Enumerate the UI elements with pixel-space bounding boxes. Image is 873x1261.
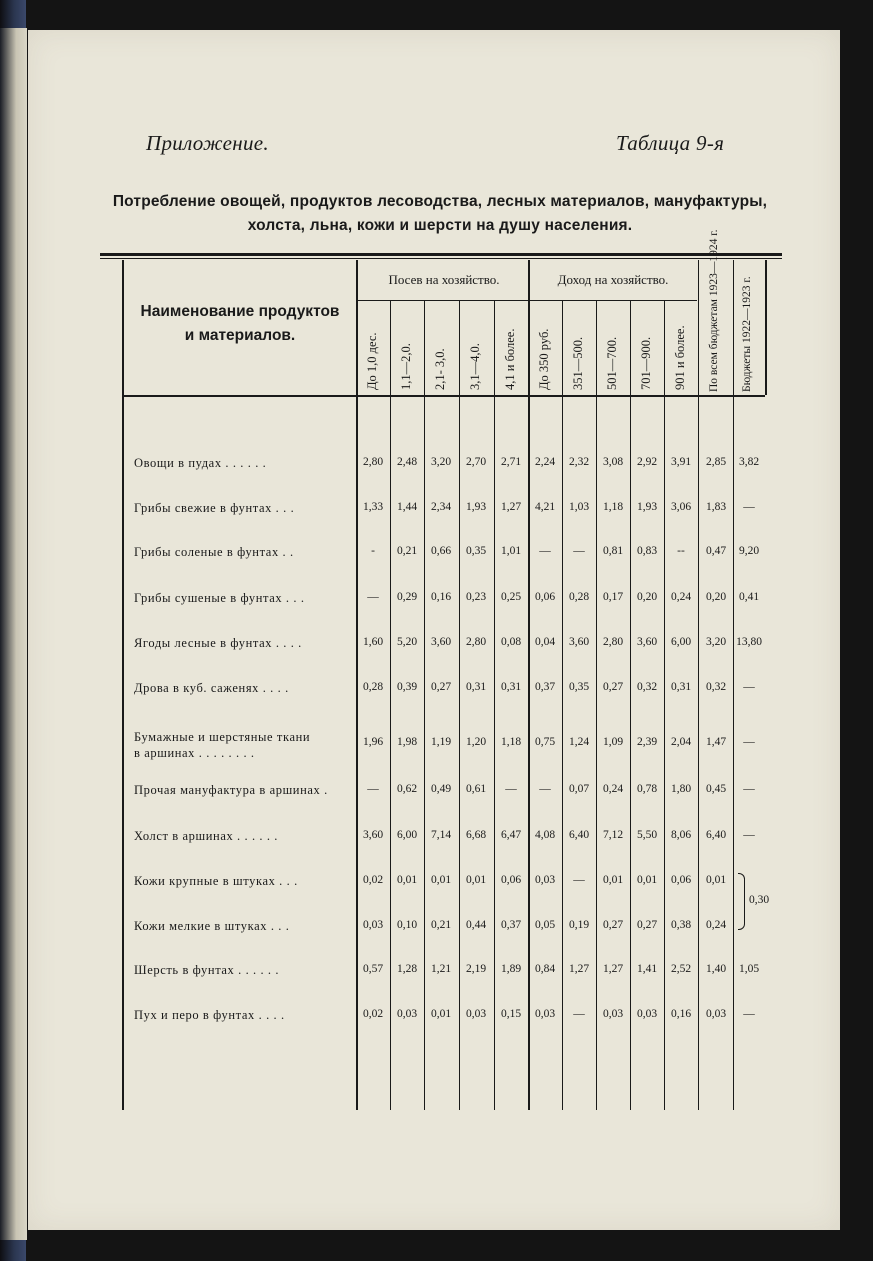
table-cell: 0,07	[568, 783, 590, 795]
top-rule-thin	[100, 258, 782, 259]
table-cell: 5,50	[636, 829, 658, 841]
table-cell: 0,25	[500, 591, 522, 603]
table-cell: 0,02	[362, 874, 384, 886]
table-cell: 0,03	[705, 1008, 727, 1020]
table-cell: 0,27	[602, 919, 624, 931]
row-label: Ягоды лесные в фунтах . . . .	[134, 636, 302, 650]
column-divider	[424, 300, 425, 1110]
row-label: Грибы сушеные в фунтах . . .	[134, 591, 305, 605]
table-cell: 0,81	[602, 545, 624, 557]
table-cell: 1,83	[705, 501, 727, 513]
table-cell: 0,27	[430, 681, 452, 693]
table-cell: 0,28	[568, 591, 590, 603]
row-label: Шерсть в фунтах . . . . . .	[134, 963, 280, 977]
header-bottom-rule	[122, 395, 765, 397]
row-label: Кожи мелкие в штуках . . .	[134, 919, 290, 933]
table-cell: 6,00	[670, 636, 692, 648]
row-label: Кожи крупные в штуках . . .	[134, 874, 298, 888]
table-cell: 2,48	[396, 456, 418, 468]
table-cell: 0,78	[636, 783, 658, 795]
table-cell: 0,03	[636, 1008, 658, 1020]
table-cell: 0,19	[568, 919, 590, 931]
table-cell: 0,16	[430, 591, 452, 603]
table-cell: 0,03	[534, 1008, 556, 1020]
table-cell: —	[743, 829, 755, 841]
table-cell: 0,24	[602, 783, 624, 795]
table-cell: 2,32	[568, 456, 590, 468]
table-cell: 2,39	[636, 736, 658, 748]
table-cell: 1,80	[670, 783, 692, 795]
names-header-line2: и материалов.	[184, 327, 296, 344]
table-cell: 1,33	[362, 501, 384, 513]
table-cell: 2,80	[602, 636, 624, 648]
table-cell: 0,35	[568, 681, 590, 693]
table-cell: 1,01	[500, 545, 522, 557]
table-cell: 2,80	[362, 456, 384, 468]
table-cell: 0,31	[465, 681, 487, 693]
names-column-header	[124, 300, 356, 348]
table-cell: 0,29	[396, 591, 418, 603]
table-cell: 0,62	[396, 783, 418, 795]
page-edge	[0, 28, 27, 1240]
table-title-line2: холста, льна, кожи и шерсти на душу населения.	[247, 217, 633, 234]
column-divider	[459, 300, 460, 1110]
group-header-sowing: Посев на хозяйство.	[388, 272, 500, 287]
table-cell: 1,21	[430, 963, 452, 975]
table-cell: 1,18	[602, 501, 624, 513]
table-cell: 0,28	[362, 681, 384, 693]
column-header: Бюджеты 1922—1923 г.	[741, 276, 753, 392]
table-cell: 0,66	[430, 545, 452, 557]
table-cell: 0,01	[396, 874, 418, 886]
table-cell: 0,10	[396, 919, 418, 931]
table-cell: 0,35	[465, 545, 487, 557]
table-cell: —	[505, 783, 517, 795]
table-cell: 0,57	[362, 963, 384, 975]
column-header: 351—500.	[571, 336, 585, 390]
table-cell: 0,08	[500, 636, 522, 648]
table-cell: 0,01	[430, 1008, 452, 1020]
table-cell: 0,16	[670, 1008, 692, 1020]
table-cell: 2,34	[430, 501, 452, 513]
column-header: 901 и более.	[673, 325, 687, 390]
column-header: 4,1 и более.	[503, 328, 517, 390]
table-cell: 1,60	[362, 636, 384, 648]
table-cell: 0,32	[636, 681, 658, 693]
row-label-line2: в аршинах . . . . . . . .	[134, 746, 255, 760]
row-label: Пух и перо в фунтах . . . .	[134, 1008, 285, 1022]
table-cell: 0,17	[602, 591, 624, 603]
table-cell: —	[743, 501, 755, 513]
table-cell: 0,01	[705, 874, 727, 886]
table-cell: 1,19	[430, 736, 452, 748]
table-cell: 0,31	[670, 681, 692, 693]
table-cell: 3,91	[670, 456, 692, 468]
table-cell: 1,24	[568, 736, 590, 748]
table-cell: 0,24	[705, 919, 727, 931]
table-cell: 0,49	[430, 783, 452, 795]
table-cell: 0,01	[636, 874, 658, 886]
table-cell: 1,40	[705, 963, 727, 975]
table-cell: 1,93	[465, 501, 487, 513]
table-cell: 3,08	[602, 456, 624, 468]
table-cell: 0,06	[534, 591, 556, 603]
table-cell: 0,84	[534, 963, 556, 975]
table-cell: 0,75	[534, 736, 556, 748]
table-cell: 0,01	[465, 874, 487, 886]
header-appendix: Приложение.	[146, 131, 269, 155]
table-cell: —	[367, 591, 379, 603]
row-label: Прочая мануфактура в аршинах .	[134, 783, 328, 797]
row-label: Грибы свежие в фунтах . . .	[134, 501, 295, 515]
column-divider	[765, 260, 767, 395]
table-cell: 0,24	[670, 591, 692, 603]
table-cell: 0,83	[636, 545, 658, 557]
table-cell: 0,05	[534, 919, 556, 931]
table-cell: 1,27	[500, 501, 522, 513]
table-cell: 1,98	[396, 736, 418, 748]
table-cell: 4,21	[534, 501, 556, 513]
table-cell: 8,06	[670, 829, 692, 841]
column-divider	[562, 300, 563, 1110]
table-cell: 6,40	[705, 829, 727, 841]
table-cell: 0,20	[705, 591, 727, 603]
table-cell: 0,03	[465, 1008, 487, 1020]
table-cell: 4,08	[534, 829, 556, 841]
table-cell: —	[573, 545, 585, 557]
group-header-income: Доход на хозяйство.	[557, 272, 669, 287]
table-cell: 3,06	[670, 501, 692, 513]
table-cell: —	[743, 1008, 755, 1020]
column-divider	[494, 300, 495, 1110]
table-cell: 2,80	[465, 636, 487, 648]
table-cell: 3,20	[705, 636, 727, 648]
table-cell: 9,20	[738, 545, 760, 557]
column-header: До 350 руб.	[537, 328, 551, 390]
row-label: Грибы соленые в фунтах . .	[134, 545, 294, 559]
table-cell: 0,37	[534, 681, 556, 693]
column-divider	[390, 300, 391, 1110]
table-cell: 0,21	[430, 919, 452, 931]
table-cell: 6,40	[568, 829, 590, 841]
table-cell: 2,71	[500, 456, 522, 468]
column-header: 2,1- 3,0.	[433, 348, 447, 390]
table-cell: 3,20	[430, 456, 452, 468]
column-header: 701—900.	[639, 336, 653, 390]
table-cell: 3,60	[568, 636, 590, 648]
table-cell: 1,27	[568, 963, 590, 975]
table-cell: 0,45	[705, 783, 727, 795]
row-label-line1: Бумажные и шерстяные ткани	[134, 730, 311, 744]
column-header: До 1,0 дес.	[365, 332, 379, 390]
table-cell: —	[743, 783, 755, 795]
table-cell: 0,03	[362, 919, 384, 931]
column-divider	[596, 300, 597, 1110]
table-cell: 0,21	[396, 545, 418, 557]
table-cell: 2,04	[670, 736, 692, 748]
table-cell: —	[573, 1008, 585, 1020]
table-cell: 2,52	[670, 963, 692, 975]
table-cell: 0,23	[465, 591, 487, 603]
table-cell: 2,19	[465, 963, 487, 975]
table-cell: 1,47	[705, 736, 727, 748]
table-cell: —	[539, 783, 551, 795]
table-cell: 2,92	[636, 456, 658, 468]
table-cell: 0,31	[500, 681, 522, 693]
column-header: По всем бюджетам 1923—1924 г.	[708, 229, 720, 392]
column-divider	[664, 300, 665, 1110]
table-cell: 0,27	[602, 681, 624, 693]
table-cell: 0,39	[396, 681, 418, 693]
table-cell: 1,09	[602, 736, 624, 748]
table-cell: 1,41	[636, 963, 658, 975]
column-divider	[630, 300, 631, 1110]
table-cell: 6,68	[465, 829, 487, 841]
table-cell: 1,18	[500, 736, 522, 748]
names-header-line1: Наименование продуктов	[140, 303, 340, 320]
table-cell: 0,01	[430, 874, 452, 886]
top-rule	[100, 253, 782, 256]
table-cell: 1,44	[396, 501, 418, 513]
row-label	[134, 729, 352, 761]
table-cell: 3,82	[738, 456, 760, 468]
table-cell: 0,15	[500, 1008, 522, 1020]
table-cell: 0,04	[534, 636, 556, 648]
table-cell: 3,60	[430, 636, 452, 648]
table-cell: 0,20	[636, 591, 658, 603]
column-header: 501—700.	[605, 336, 619, 390]
table-cell: 0,01	[602, 874, 624, 886]
table-cell: —	[367, 783, 379, 795]
table-cell: 2,24	[534, 456, 556, 468]
table-cell: —	[743, 681, 755, 693]
row-label: Дрова в куб. саженях . . . .	[134, 681, 289, 695]
table-cell: 6,00	[396, 829, 418, 841]
table-cell: 1,27	[602, 963, 624, 975]
table-cell: 1,03	[568, 501, 590, 513]
row-label: Холст в аршинах . . . . . .	[134, 829, 279, 843]
column-header: 1,1—2,0.	[399, 343, 413, 390]
table-cell: 3,60	[362, 829, 384, 841]
table-cell: 0,41	[738, 591, 760, 603]
header-table-number: Таблица 9-я	[616, 131, 725, 155]
table-cell: —	[743, 736, 755, 748]
table-cell: 1,96	[362, 736, 384, 748]
column-divider	[122, 260, 124, 1110]
table-cell: --	[677, 545, 685, 557]
column-header: 3,1—4,0.	[468, 343, 482, 390]
table-cell: 0,47	[705, 545, 727, 557]
table-cell: 3,60	[636, 636, 658, 648]
table-cell: 1,93	[636, 501, 658, 513]
table-cell: 13,80	[736, 636, 762, 648]
table-cell: 1,28	[396, 963, 418, 975]
table-cell: —	[573, 874, 585, 886]
table-cell: 6,47	[500, 829, 522, 841]
row-label: Овощи в пудах . . . . . .	[134, 456, 267, 470]
table-cell: 1,05	[738, 963, 760, 975]
leather-combined-value: 0,30	[748, 894, 770, 906]
table-title-line1: Потребление овощей, продуктов лесоводства, лесных материалов, мануфактуры,	[112, 193, 768, 210]
table-cell: 7,12	[602, 829, 624, 841]
table-title	[90, 190, 790, 238]
table-cell: 0,44	[465, 919, 487, 931]
table-cell: 7,14	[430, 829, 452, 841]
table-cell: 0,38	[670, 919, 692, 931]
table-cell: -	[371, 545, 375, 557]
table-cell: —	[539, 545, 551, 557]
table-cell: 0,27	[636, 919, 658, 931]
table-cell: 0,03	[602, 1008, 624, 1020]
table-cell: 0,06	[670, 874, 692, 886]
group-header-rule	[357, 300, 697, 301]
table-cell: 5,20	[396, 636, 418, 648]
table-cell: 1,89	[500, 963, 522, 975]
table-cell: 0,32	[705, 681, 727, 693]
table-cell: 1,20	[465, 736, 487, 748]
table-cell: 0,03	[534, 874, 556, 886]
table-cell: 0,37	[500, 919, 522, 931]
table-cell: 0,06	[500, 874, 522, 886]
table-cell: 2,85	[705, 456, 727, 468]
table-cell: 2,70	[465, 456, 487, 468]
table-cell: 0,03	[396, 1008, 418, 1020]
table-cell: 0,61	[465, 783, 487, 795]
table-cell: 0,02	[362, 1008, 384, 1020]
